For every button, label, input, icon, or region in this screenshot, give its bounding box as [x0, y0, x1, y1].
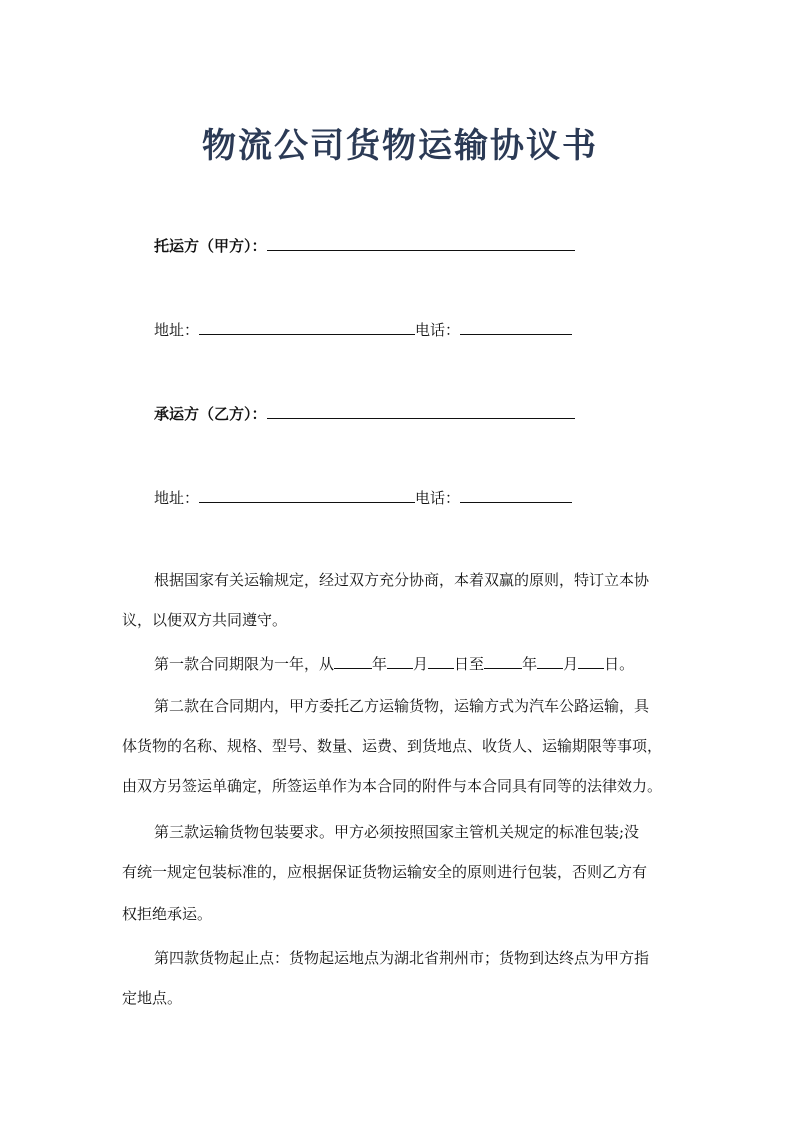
clause-3-line-1: 第三款运输货物包装要求。甲方必须按照国家主管机关规定的标准包装;没	[154, 823, 640, 841]
end-year-blank[interactable]	[484, 654, 522, 669]
start-year-blank[interactable]	[334, 654, 372, 669]
carrier-address-blank[interactable]	[199, 486, 415, 503]
clause-1-month2: 月	[563, 655, 579, 673]
carrier-phone-blank[interactable]	[460, 486, 572, 503]
clause-2-line-1: 第二款在合同期内，甲方委托乙方运输货物，运输方式为汽车公路运输，具	[154, 697, 650, 715]
carrier-contact-line	[154, 486, 572, 508]
shipper-phone-blank[interactable]	[460, 318, 572, 335]
carrier-name-blank[interactable]	[267, 402, 575, 419]
shipper-address-label: 地址：	[154, 321, 200, 339]
clause-1-year2: 年	[522, 655, 538, 673]
clause-3-line-2: 有统一规定包装标准的，应根据保证货物运输安全的原则进行包装，否则乙方有	[122, 863, 648, 881]
shipper-name-blank[interactable]	[267, 234, 575, 251]
carrier-address-label: 地址：	[154, 489, 200, 507]
clause-1-year1: 年	[372, 655, 388, 673]
clause-4-line-2: 定地点。	[122, 989, 183, 1007]
clause-1-text: 第一款合同期限为一年，从	[154, 655, 335, 673]
clause-2-line-2: 体货物的名称、规格、型号、数量、运费、到货地点、收货人、运输期限等事项，	[122, 737, 663, 755]
carrier-label: 承运方（乙方）：	[154, 405, 267, 423]
carrier-phone-label: 电话：	[415, 489, 461, 507]
shipper-contact-line	[154, 318, 572, 340]
clause-1-day-to: 日至	[454, 655, 485, 673]
end-day-blank[interactable]	[578, 654, 604, 669]
clause-1-day-end: 日。	[604, 655, 635, 673]
shipper-label: 托运方（甲方）：	[154, 237, 267, 255]
clause-1-month1: 月	[413, 655, 429, 673]
clause-3-line-3: 权拒绝承运。	[122, 905, 213, 923]
shipper-line	[154, 234, 575, 256]
shipper-phone-label: 电话：	[415, 321, 461, 339]
document-title: 物流公司货物运输协议书	[202, 126, 598, 166]
start-month-blank[interactable]	[387, 654, 413, 669]
carrier-line	[154, 402, 575, 424]
clause-2-line-3: 由双方另签运单确定，所签运单作为本合同的附件与本合同具有同等的法律效力。	[122, 777, 663, 795]
intro-line-1: 根据国家有关运输规定，经过双方充分协商，本着双赢的原则，特订立本协	[154, 571, 650, 589]
clause-1	[122, 654, 724, 674]
start-day-blank[interactable]	[428, 654, 454, 669]
intro-line-2: 议，以便双方共同遵守。	[122, 611, 288, 629]
shipper-address-blank[interactable]	[199, 318, 415, 335]
clause-4-line-1: 第四款货物起止点：货物起运地点为湖北省荆州市；货物到达终点为甲方指	[154, 949, 650, 967]
end-month-blank[interactable]	[537, 654, 563, 669]
